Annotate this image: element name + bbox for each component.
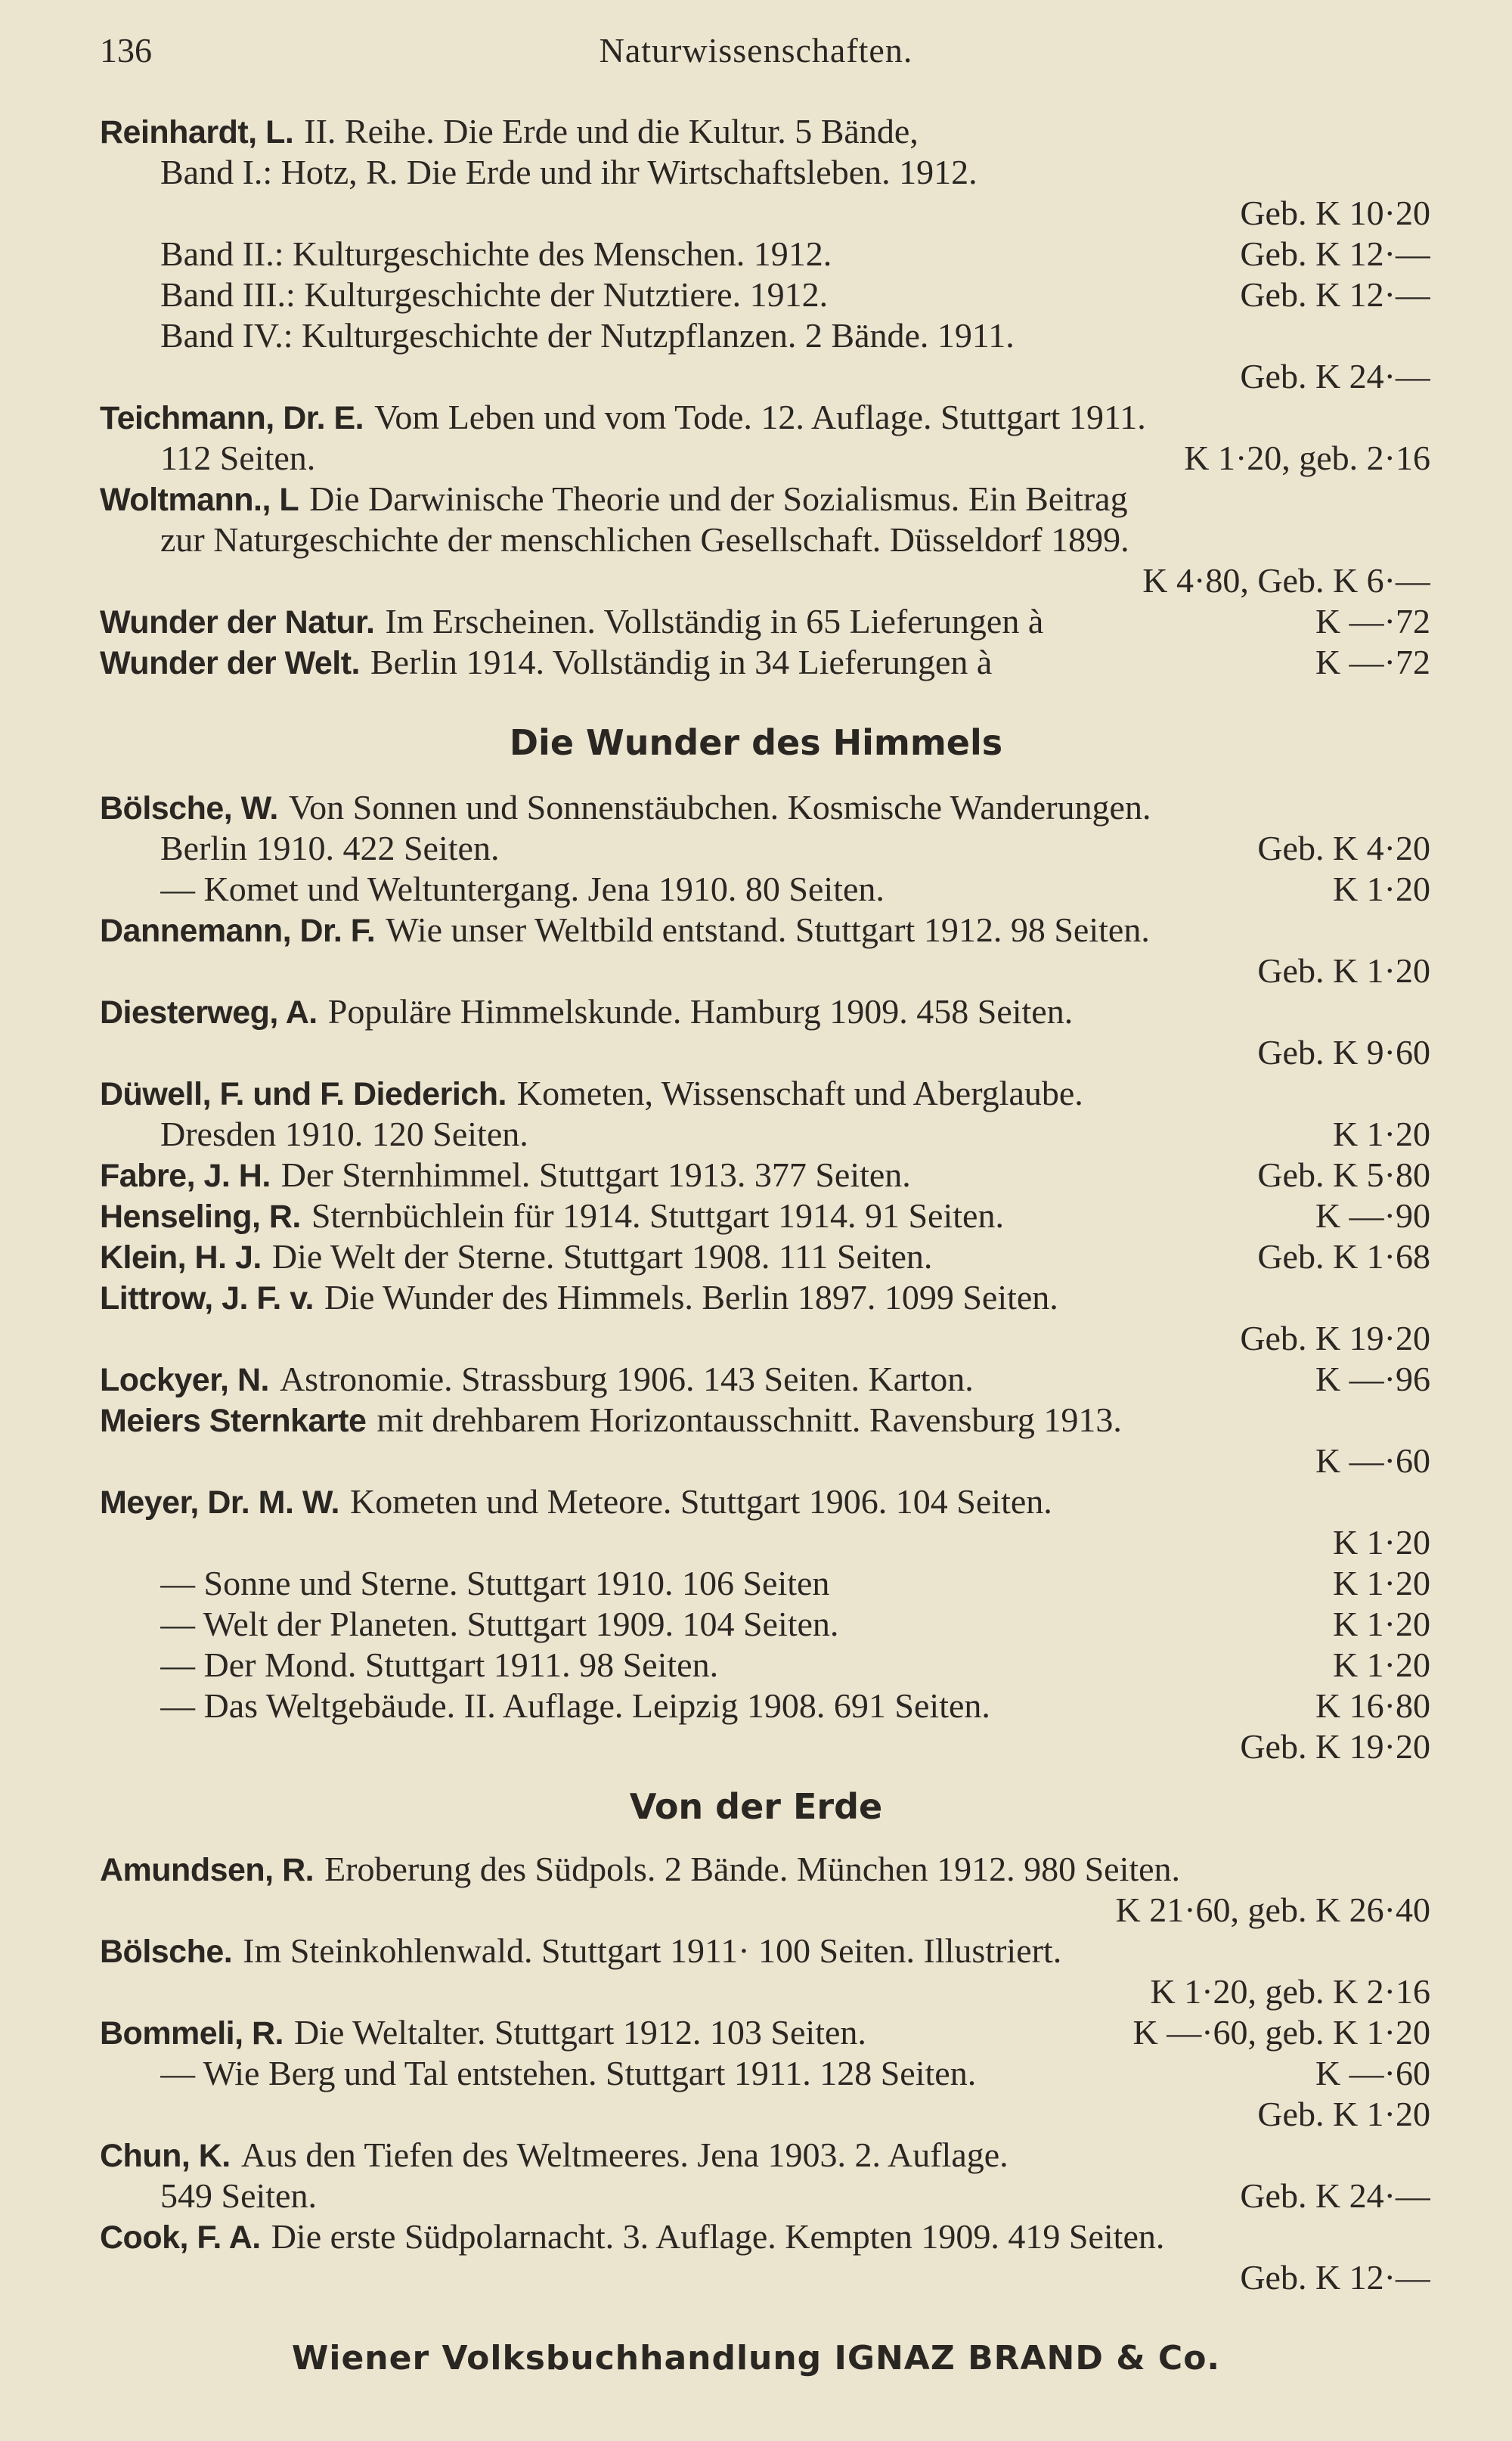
entry-line: [100, 1482, 1430, 1521]
entry-price: K 1·20: [1332, 1605, 1430, 1643]
entry-author: Bölsche, W.: [100, 790, 278, 827]
entry-price: K —·60: [1315, 1441, 1430, 1480]
entry-text: — Der Mond. Stuttgart 1911. 98 Seiten.: [160, 1645, 719, 1684]
entry-text: II. Reihe. Die Erde und die Kultur. 5 Bände,: [304, 112, 919, 150]
entry-line: [0, 1727, 1430, 1766]
entry-line: [100, 1278, 1430, 1317]
entry-line: [100, 1400, 1430, 1440]
entry-line: [160, 520, 1430, 560]
heading-erde: Von der Erde: [629, 1786, 883, 1827]
entry-text: Vom Leben und vom Tode. 12. Auflage. Stuttgart 1911.: [374, 398, 1146, 436]
entry-price: K 21·60, geb. K 26·40: [1115, 1890, 1430, 1929]
entry-line: [160, 275, 1430, 315]
entry-price: Geb. K 1·20: [1257, 951, 1430, 990]
entry-text: Band I.: Hotz, R. Die Erde und ihr Wirtschaftsleben. 1912.: [160, 153, 978, 191]
entry-price: Geb. K 1·20: [1257, 2095, 1430, 2133]
entry-author: Wunder der Welt.: [100, 645, 360, 681]
entry-line: [160, 1115, 1430, 1154]
entry-text: — Sonne und Sterne. Stuttgart 1910. 106 Seiten: [160, 1564, 830, 1602]
entry-author: Dannemann, Dr. F.: [100, 913, 376, 949]
entry-author: Lockyer, N.: [100, 1362, 269, 1398]
entry-text: Im Erscheinen. Vollständig in 65 Lieferungen à: [385, 602, 1044, 640]
entry-price: Geb. K 19·20: [1240, 1727, 1430, 1766]
entry-line: [160, 829, 1430, 868]
entry-line: [0, 951, 1430, 991]
entry-text: Dresden 1910. 120 Seiten.: [160, 1115, 528, 1153]
entry-author: Chun, K.: [100, 2138, 231, 2174]
entry-line: [160, 439, 1430, 478]
entry-price: K 1·20: [1332, 1564, 1430, 1602]
entry-line: [160, 2176, 1430, 2216]
entry-text: 549 Seiten.: [160, 2176, 317, 2215]
entry-line: [100, 1196, 1430, 1236]
entry-line: [100, 2135, 1430, 2175]
entry-author: Teichmann, Dr. E.: [100, 400, 364, 436]
entry-price: Geb. K 12·—: [1240, 275, 1430, 314]
entry-line: [160, 153, 1430, 192]
entry-line: [0, 357, 1430, 396]
entry-line: [100, 479, 1430, 519]
entry-price: K 16·80: [1315, 1686, 1430, 1725]
entry-text: — Komet und Weltuntergang. Jena 1910. 80 Seiten.: [160, 870, 885, 908]
entry-text: Band IV.: Kulturgeschichte der Nutzpflanzen. 2 Bände. 1911.: [160, 316, 1015, 355]
entry-line: [0, 1319, 1430, 1358]
entry-author: Cook, F. A.: [100, 2219, 261, 2256]
entry-line: [100, 398, 1430, 437]
entry-price: K —·60, geb. K 1·20: [1132, 2013, 1430, 2052]
entry-text: 112 Seiten.: [160, 439, 316, 477]
entry-price: K —·72: [1315, 643, 1430, 681]
entry-text: Sternbüchlein für 1914. Stuttgart 1914. 91 Seiten.: [311, 1196, 1004, 1235]
page-number: 136: [100, 31, 152, 70]
entry-line: [160, 1645, 1430, 1685]
entry-line: [0, 2258, 1430, 2297]
entry-line: [100, 2013, 1430, 2052]
entry-text: zur Naturgeschichte der menschlichen Gesellschaft. Düsseldorf 1899.: [160, 520, 1129, 559]
entry-line: [100, 992, 1430, 1031]
entry-text: Die erste Südpolarnacht. 3. Auflage. Kempten 1909. 419 Seiten.: [271, 2217, 1165, 2256]
entry-author: Meiers Sternkarte: [100, 1403, 367, 1439]
entry-author: Meyer, Dr. M. W.: [100, 1484, 339, 1521]
entry-text: Aus den Tiefen des Weltmeeres. Jena 1903. 2. Auflage.: [240, 2135, 1009, 2174]
entry-line: [100, 1074, 1430, 1113]
entry-text: Die Darwinische Theorie und der Sozialismus. Ein Beitrag: [309, 479, 1128, 518]
entry-text: Berlin 1914. Vollständig in 34 Lieferungen à: [370, 643, 993, 681]
entry-line: [100, 1931, 1430, 1971]
entry-price: Geb. K 10·20: [1240, 194, 1430, 232]
entry-price: K —·96: [1315, 1360, 1430, 1398]
entry-line: [100, 112, 1430, 151]
entry-text: — Das Weltgebäude. II. Auflage. Leipzig 1908. 691 Seiten.: [160, 1686, 990, 1725]
entry-line: [100, 602, 1430, 641]
running-head: Naturwissenschaften.: [599, 31, 913, 70]
entry-author: Reinhardt, L.: [100, 114, 294, 150]
entry-text: Die Weltalter. Stuttgart 1912. 103 Seiten.: [294, 2013, 866, 2052]
entry-author: Fabre, J. H.: [100, 1158, 271, 1194]
entry-price: Geb. K 24·—: [1240, 357, 1430, 395]
entry-line: [160, 234, 1430, 274]
entry-price: K 1·20: [1332, 1523, 1430, 1562]
entry-price: K 4·80, Geb. K 6·—: [1142, 561, 1430, 600]
entry-price: K 1·20: [1332, 1115, 1430, 1153]
entry-author: Bommeli, R.: [100, 2015, 284, 2052]
entry-text: Die Wunder des Himmels. Berlin 1897. 1099 Seiten.: [324, 1278, 1058, 1317]
entry-line: [0, 1441, 1430, 1481]
entry-text: Populäre Himmelskunde. Hamburg 1909. 458 Seiten.: [327, 992, 1074, 1031]
entry-author: Henseling, R.: [100, 1199, 301, 1235]
entry-price: Geb. K 1·68: [1257, 1237, 1430, 1276]
entry-author: Klein, H. J.: [100, 1239, 262, 1276]
entry-text: — Welt der Planeten. Stuttgart 1909. 104 Seiten.: [160, 1605, 839, 1643]
entry-text: Astronomie. Strassburg 1906. 143 Seiten. Karton.: [279, 1360, 974, 1398]
entry-author: Diesterweg, A.: [100, 994, 318, 1031]
entry-price: Geb. K 12·—: [1240, 234, 1430, 273]
entry-price: K 1·20, geb. 2·16: [1184, 439, 1430, 477]
entry-line: [100, 2217, 1430, 2256]
entry-text: Eroberung des Südpols. 2 Bände. München 1912. 980 Seiten.: [324, 1850, 1181, 1888]
entry-text: Band II.: Kulturgeschichte des Menschen. 1912.: [160, 234, 832, 273]
entry-line: [0, 561, 1430, 600]
entry-line: [160, 316, 1430, 355]
entry-price: Geb. K 12·—: [1240, 2258, 1430, 2297]
entry-line: [160, 1686, 1430, 1726]
entry-author: Woltmann., L: [100, 482, 299, 518]
entry-price: Geb. K 9·60: [1257, 1033, 1430, 1072]
entry-price: Geb. K 24·—: [1240, 2176, 1430, 2215]
entry-line: [100, 1850, 1430, 1889]
entry-line: [100, 1155, 1430, 1195]
entry-text: Die Welt der Sterne. Stuttgart 1908. 111 Seiten.: [271, 1237, 933, 1276]
entry-price: K 1·20: [1332, 1645, 1430, 1684]
entry-price: K —·72: [1315, 602, 1430, 640]
entry-text: Im Steinkohlenwald. Stuttgart 1911· 100 Seiten. Illustriert.: [243, 1931, 1062, 1970]
entry-text: Band III.: Kulturgeschichte der Nutztiere. 1912.: [160, 275, 829, 314]
entry-line: [0, 2095, 1430, 2134]
entry-price: Geb. K 4·20: [1257, 829, 1430, 867]
entry-price: Geb. K 19·20: [1240, 1319, 1430, 1357]
entry-text: mit drehbarem Horizontausschnitt. Ravensburg 1913.: [376, 1400, 1122, 1439]
entry-line: [0, 1972, 1430, 2011]
entry-text: Wie unser Weltbild entstand. Stuttgart 1912. 98 Seiten.: [386, 910, 1150, 949]
entry-price: K —·90: [1315, 1196, 1430, 1235]
entry-line: [100, 788, 1430, 827]
entry-line: [160, 1564, 1430, 1603]
entry-line: [160, 1605, 1430, 1644]
entry-price: K 1·20: [1332, 870, 1430, 908]
entry-price: K —·60: [1315, 2054, 1430, 2092]
entry-author: Littrow, J. F. v.: [100, 1280, 314, 1317]
entry-line: [100, 643, 1430, 682]
entry-text: Kometen, Wissenschaft und Aberglaube.: [516, 1074, 1083, 1112]
entry-line: [0, 1890, 1430, 1930]
entry-line: [100, 1360, 1430, 1399]
entry-line: [160, 2054, 1430, 2093]
entry-text: Berlin 1910. 422 Seiten.: [160, 829, 500, 867]
entry-price: K 1·20, geb. K 2·16: [1150, 1972, 1430, 2011]
entry-author: Amundsen, R.: [100, 1852, 314, 1888]
entry-line: [100, 910, 1430, 950]
entry-line: [0, 194, 1430, 233]
entry-text: Von Sonnen und Sonnenstäubchen. Kosmische Wanderungen.: [288, 788, 1151, 827]
entry-line: [100, 1237, 1430, 1276]
entry-author: Wunder der Natur.: [100, 604, 375, 640]
entry-author: Düwell, F. und F. Diederich.: [100, 1076, 507, 1112]
entry-text: Der Sternhimmel. Stuttgart 1913. 377 Seiten.: [280, 1155, 911, 1194]
entry-text: Kometen und Meteore. Stuttgart 1906. 104 Seiten.: [350, 1482, 1052, 1521]
entry-author: Bölsche.: [100, 1934, 233, 1970]
heading-himmel: Die Wunder des Himmels: [509, 722, 1003, 763]
entry-text: — Wie Berg und Tal entstehen. Stuttgart 1911. 128 Seiten.: [160, 2054, 977, 2092]
entry-line: [0, 1523, 1430, 1562]
entry-line: [160, 870, 1430, 909]
publisher-footer: Wiener Volksbuchhandlung IGNAZ BRAND & Co.: [291, 2339, 1221, 2377]
entry-price: Geb. K 5·80: [1257, 1155, 1430, 1194]
entry-line: [0, 1033, 1430, 1072]
